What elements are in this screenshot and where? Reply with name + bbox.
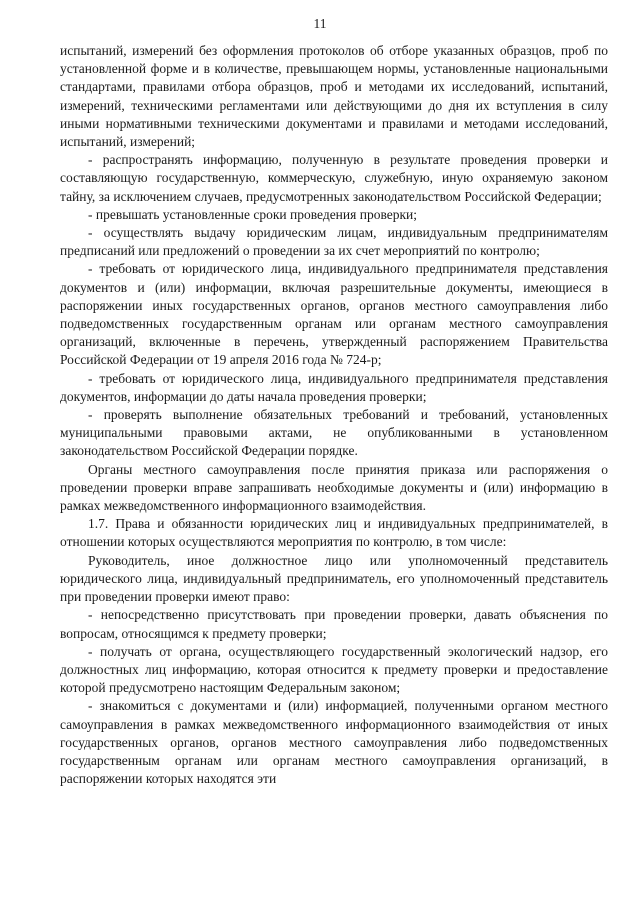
paragraph-continuation: испытаний, измерений без оформления протоколов об отборе указанных образцов, проб по установленной форме и в количестве, превышающем нормы, установленные национальными стандартами, правилами отбора образцов, проб и методами их исследований, испытаний, измерений, техническими регламентами или действующими до дня их вступления в силу иными нормативными техническими документами и правилами и методами исследований, испытаний, измерений;	[60, 43, 608, 150]
paragraph-list-item: - непосредственно присутствовать при проведении проверки, давать объяснения по вопросам, относящимся к предмету проверки;	[60, 607, 608, 641]
paragraph-list-item: - получать от органа, осуществляющего государственный экологический надзор, его должностных лиц информацию, которая относится к предмету проверки и предоставление которой предусмотрено настоящим Федеральным законом;	[60, 643, 608, 696]
paragraph-list-item: - превышать установленные сроки проведения проверки;	[88, 206, 418, 222]
section-heading-paragraph: 1.7. Права и обязанности юридических лиц и индивидуальных предпринимателей, в отношении которых осуществляются мероприятия по контролю, в том числе:	[60, 516, 608, 550]
document-body	[60, 42, 608, 788]
paragraph-list-item: - знакомиться с документами и (или) информацией, полученными органом местного самоуправления в рамках межведомственного информационного взаимодействия от иных государственных органов, органов местного самоуправления либо подведомственных государственным органам или органам местного самоуправления организаций, в распоряжении которых находятся эти	[60, 698, 608, 787]
paragraph: Руководитель, иное должностное лицо или уполномоченный представитель юридического лица, индивидуальный предприниматель, его уполномоченный представитель при проведении проверки имеют право:	[60, 552, 608, 605]
paragraph-list-item: - требовать от юридического лица, индивидуального предпринимателя представления документов, информации до даты начала проведения проверки;	[60, 370, 608, 404]
paragraph-list-item: - осуществлять выдачу юридическим лицам, индивидуальным предпринимателям предписаний или предложений о проведении за их счет мероприятий по контролю;	[60, 225, 608, 259]
paragraph: Органы местного самоуправления после принятия приказа или распоряжения о проведении проверки вправе запрашивать необходимые документы и (или) информацию в рамках межведомственного информационного взаимодействия.	[60, 461, 608, 514]
paragraph-list-item: - требовать от юридического лица, индивидуального предпринимателя представления документов и (или) информации, включая разрешительные документы, имеющиеся в распоряжении иных государственных органов, органов местного самоуправления либо подведомственных государственным органам или органам местного самоуправления организаций, включенные в перечень, утвержденный распоряжением Правительства Российской Федерации от 19 апреля 2016 года № 724-р;	[60, 261, 608, 368]
paragraph-list-item: - проверять выполнение обязательных требований и требований, установленных муниципальными правовыми актами, не опубликованными в установленном законодательством Российской Федерации порядке.	[60, 407, 608, 459]
page-number: 11	[313, 16, 327, 31]
paragraph-list-item: - распространять информацию, полученную в результате проведения проверки и составляющую государственную, коммерческую, служебную, иную охраняемую законом тайну, за исключением случаев, предусмотренных законодательством Российской Федерации;	[60, 152, 608, 204]
